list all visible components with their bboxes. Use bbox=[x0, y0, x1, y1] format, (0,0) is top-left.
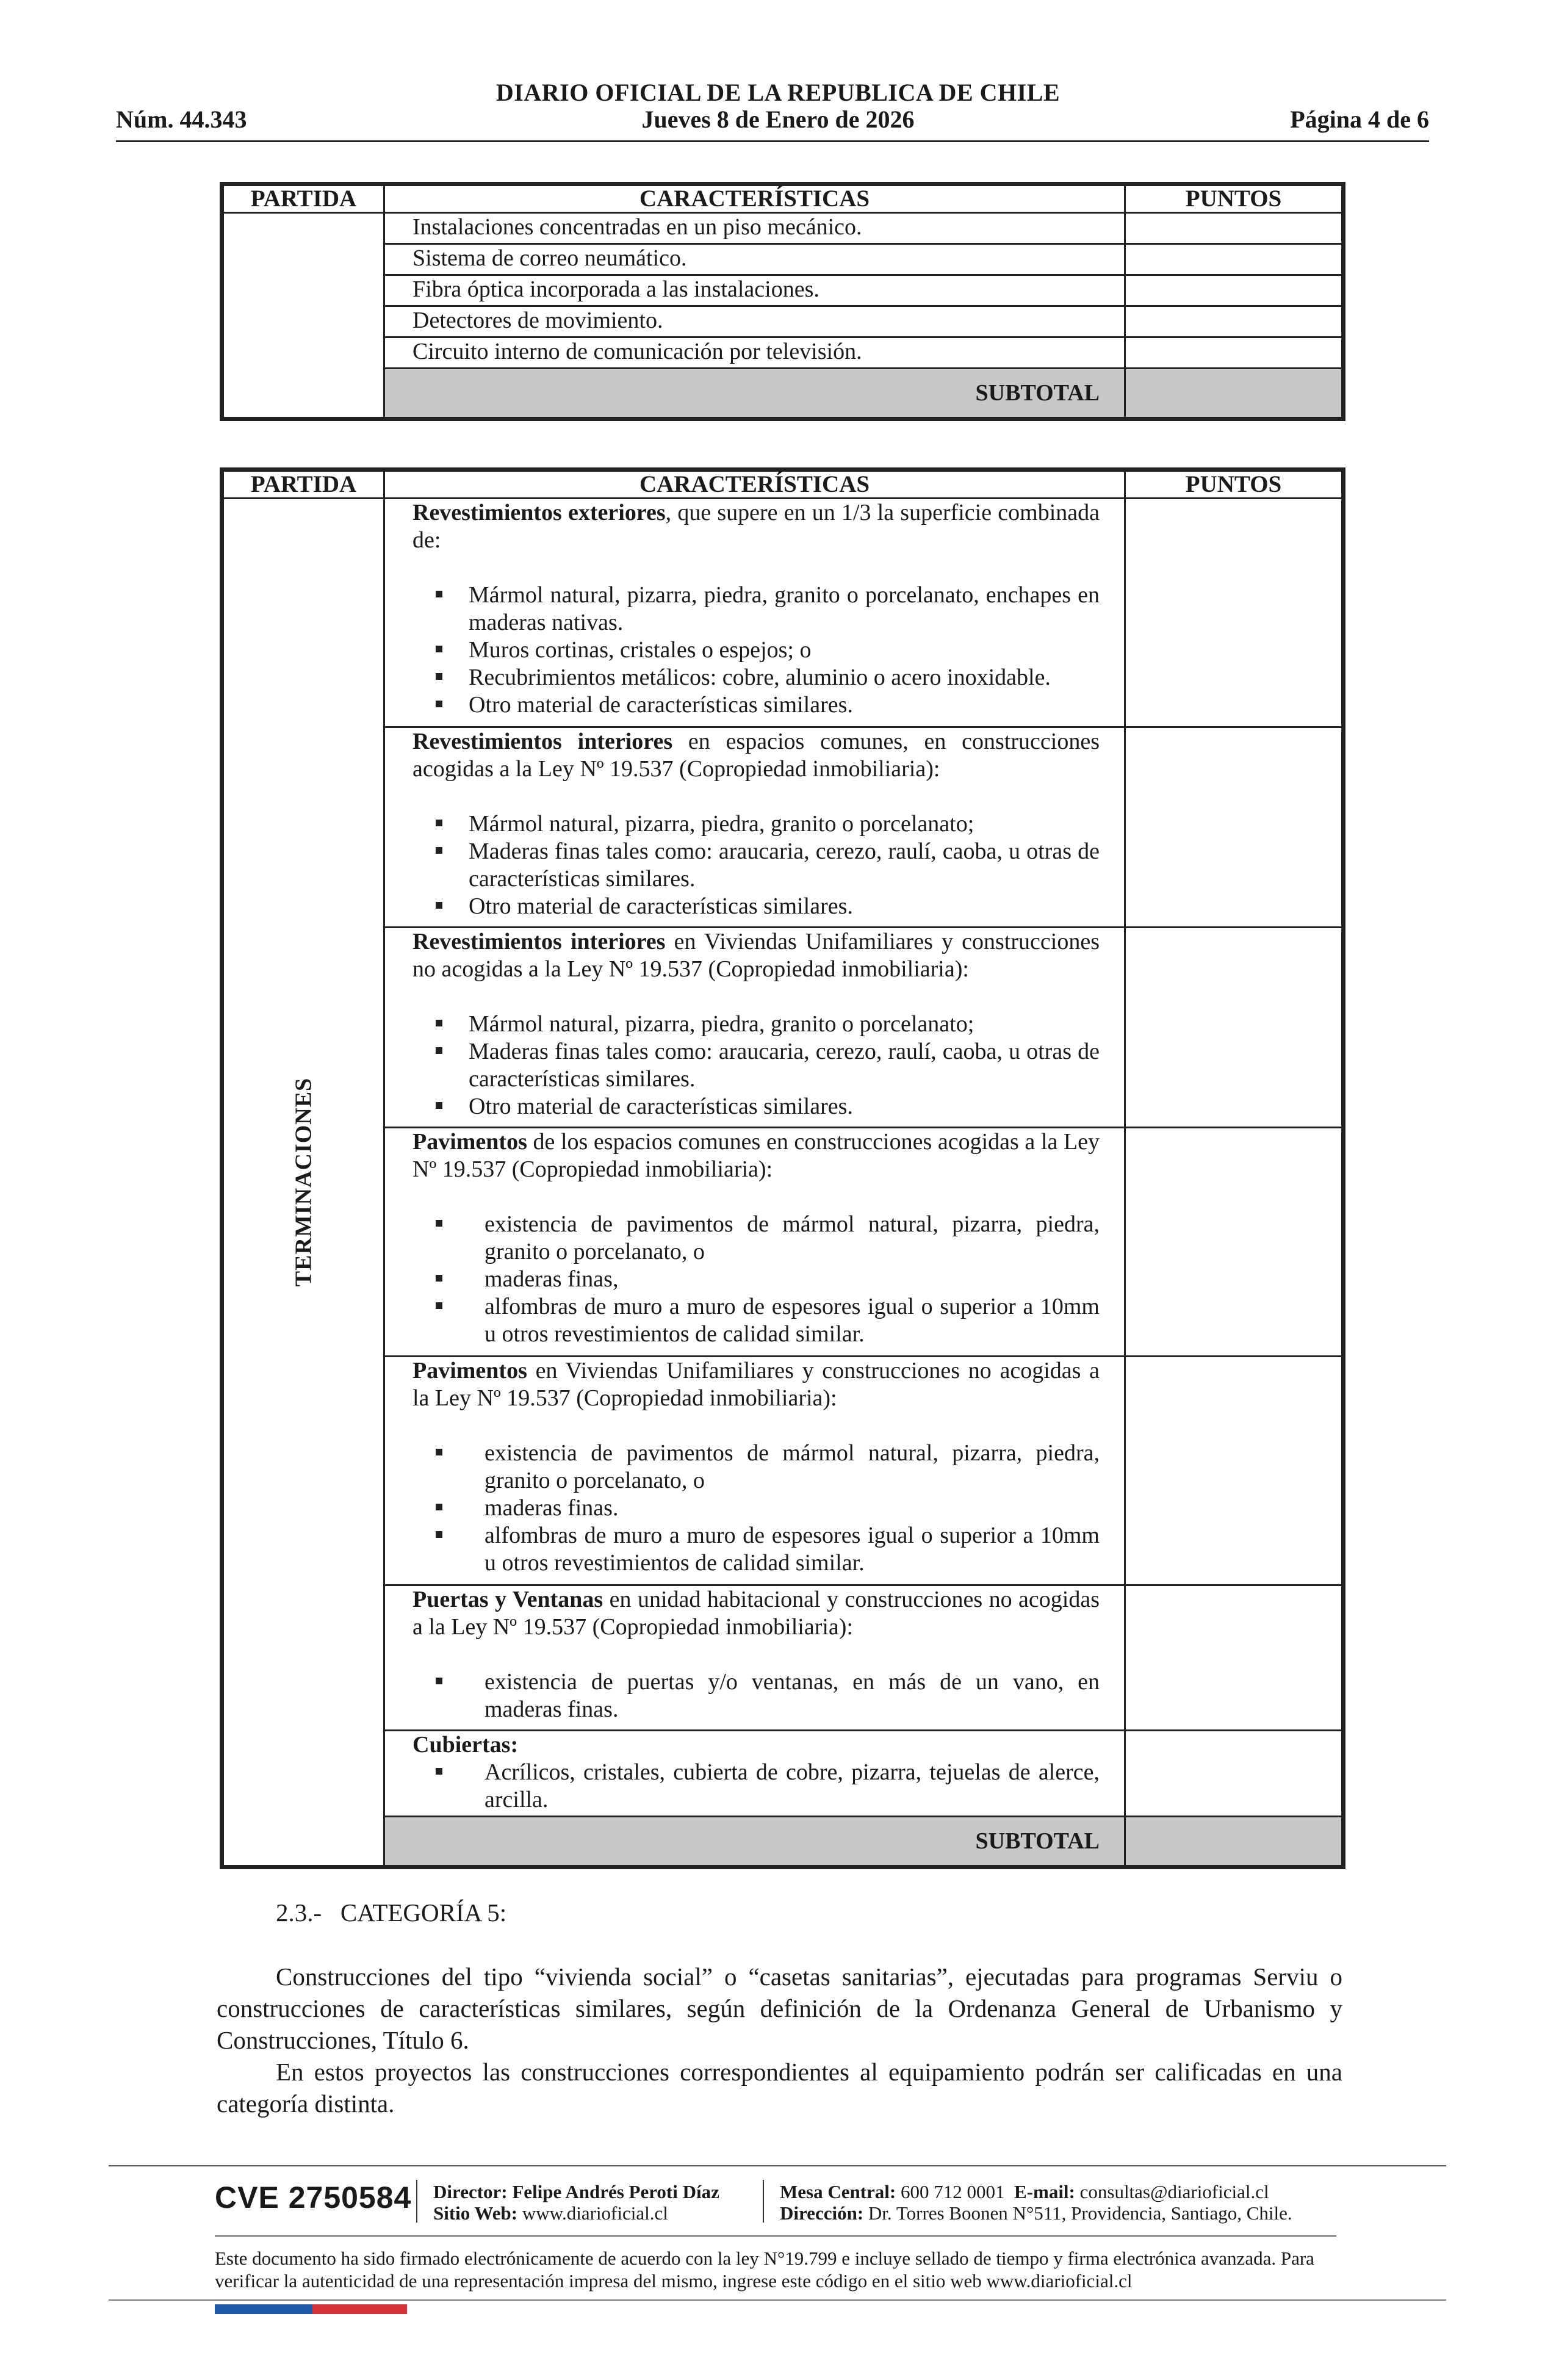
table-row: Detectores de movimiento. bbox=[384, 306, 1125, 337]
address-value: Dr. Torres Boonen N°511, Providencia, Santiago, Chile. bbox=[868, 2202, 1292, 2224]
list-item: existencia de pavimentos de mármol natural, pizarra, piedra, granito o porcelanato, o bbox=[412, 1211, 1100, 1266]
puntos-cell bbox=[1125, 499, 1344, 727]
list-item: Acrílicos, cristales, cubierta de cobre, pizarra, tejuelas de alerce, arcilla. bbox=[412, 1759, 1100, 1814]
table-row: Instalaciones concentradas en un piso mecánico. bbox=[384, 213, 1125, 244]
col-header-caracteristicas: CARACTERÍSTICAS bbox=[384, 470, 1125, 499]
list-item: Maderas finas tales como: araucaria, cerezo, raulí, caoba, u otras de características similares. bbox=[412, 838, 1100, 893]
puntos-cell bbox=[1125, 213, 1344, 244]
list-item: maderas finas. bbox=[412, 1495, 1100, 1522]
block-intro: en espacios comunes, en construcciones acogidas a la Ley Nº 19.537 (Copropiedad inmobiliaria): bbox=[412, 729, 1100, 782]
website-label: Sitio Web: bbox=[433, 2202, 518, 2224]
footer-divider bbox=[109, 2165, 1446, 2166]
flag-stripe-blue bbox=[215, 2304, 312, 2314]
block-revestimientos-interiores-viviendas bbox=[384, 928, 1125, 1128]
col-header-partida: PARTIDA bbox=[222, 470, 384, 499]
block-intro: , que supere en un 1/3 la superficie combinada de: bbox=[412, 500, 1100, 553]
section-paragraph-1: Construcciones del tipo “vivienda social” o “casetas sanitarias”, ejecutadas para programas Serviu o construcciones de características similares, según definición de la Ordenanza General de Urbanismo y Construcciones, Título 6. bbox=[217, 1963, 1342, 2054]
block-pavimentos-comunes bbox=[384, 1128, 1125, 1357]
puntos-cell bbox=[1125, 275, 1344, 306]
issue-number: Núm. 44.343 bbox=[116, 106, 247, 133]
mesa-phone: 600 712 0001 bbox=[901, 2181, 1005, 2202]
issue-date: Jueves 8 de Enero de 2026 bbox=[641, 106, 915, 133]
puntos-cell bbox=[1125, 337, 1344, 369]
page-indicator: Página 4 de 6 bbox=[1290, 106, 1429, 133]
puntos-cell bbox=[1125, 306, 1344, 337]
block-intro: en unidad habitacional y construcciones no acogidas a la Ley Nº 19.537 (Copropiedad inmobiliaria): bbox=[412, 1587, 1100, 1640]
footer-divider bbox=[215, 2235, 1336, 2237]
partida-cell bbox=[222, 499, 384, 1867]
partida-cell bbox=[222, 213, 384, 419]
director-name: Felipe Andrés Peroti Díaz bbox=[512, 2181, 719, 2202]
list-item: Mármol natural, pizarra, piedra, granito o porcelanato, enchapes en maderas nativas. bbox=[412, 582, 1100, 636]
col-header-puntos: PUNTOS bbox=[1125, 184, 1344, 213]
col-header-caracteristicas: CARACTERÍSTICAS bbox=[384, 184, 1125, 213]
mesa-label: Mesa Central: bbox=[780, 2181, 896, 2202]
list-item: maderas finas, bbox=[412, 1266, 1100, 1293]
block-cubiertas bbox=[384, 1731, 1125, 1817]
email-link[interactable]: consultas@diarioficial.cl bbox=[1079, 2181, 1269, 2202]
puntos-cell bbox=[1125, 1731, 1344, 1817]
table-terminaciones bbox=[220, 467, 1345, 1869]
footer-divider bbox=[109, 2299, 1446, 2301]
block-intro: en Viviendas Unifamiliares y construcciones no acogidas a la Ley Nº 19.537 (Copropiedad inmobiliaria): bbox=[412, 1358, 1100, 1411]
table-row: Fibra óptica incorporada a las instalaciones. bbox=[384, 275, 1125, 306]
list-item: existencia de puertas y/o ventanas, en más de un vano, en maderas finas. bbox=[412, 1668, 1100, 1723]
col-header-puntos: PUNTOS bbox=[1125, 470, 1344, 499]
block-title: Revestimientos exteriores bbox=[412, 500, 666, 525]
block-title: Revestimientos interiores bbox=[412, 929, 666, 954]
section-heading: 2.3.- CATEGORÍA 5: bbox=[276, 1899, 507, 1927]
block-title: Cubiertas: bbox=[412, 1732, 519, 1758]
email-label: E-mail: bbox=[1014, 2181, 1075, 2202]
puntos-cell bbox=[1125, 928, 1344, 1128]
list-item: Recubrimientos metálicos: cobre, aluminio o acero inoxidable. bbox=[412, 664, 1100, 691]
partida-label: TERMINACIONES bbox=[290, 1077, 316, 1287]
director-label: Director: bbox=[433, 2181, 508, 2202]
block-intro: en Viviendas Unifamiliares y construcciones no acogidas a la Ley Nº 19.537 (Copropiedad inmobiliaria): bbox=[412, 929, 1100, 982]
subtotal-label: SUBTOTAL bbox=[384, 1817, 1125, 1867]
table-continuation bbox=[220, 182, 1345, 421]
website-line bbox=[433, 2202, 668, 2224]
footer-separator bbox=[763, 2180, 764, 2223]
puntos-cell bbox=[1125, 244, 1344, 275]
block-intro: de los espacios comunes en construcciones acogidas a la Ley Nº 19.537 (Copropiedad inmobiliaria): bbox=[412, 1129, 1100, 1182]
puntos-cell bbox=[1125, 727, 1344, 928]
list-item: Mármol natural, pizarra, piedra, granito o porcelanato; bbox=[412, 1011, 1100, 1038]
table-row: Circuito interno de comunicación por televisión. bbox=[384, 337, 1125, 369]
block-revestimientos-exteriores bbox=[384, 499, 1125, 727]
address-line bbox=[780, 2202, 1292, 2224]
flag-stripe-red bbox=[312, 2304, 407, 2314]
list-item: Mármol natural, pizarra, piedra, granito o porcelanato; bbox=[412, 810, 1100, 838]
list-item: alfombras de muro a muro de espesores igual o superior a 10mm u otros revestimientos de calidad similar. bbox=[412, 1293, 1100, 1348]
journal-title: DIARIO OFICIAL DE LA REPUBLICA DE CHILE bbox=[495, 79, 1061, 106]
footer-separator bbox=[416, 2180, 417, 2223]
cve-code: CVE 2750584 bbox=[215, 2180, 412, 2215]
block-revestimientos-interiores-comunes bbox=[384, 727, 1125, 928]
header-divider bbox=[116, 140, 1429, 142]
table-row: Sistema de correo neumático. bbox=[384, 244, 1125, 275]
block-title: Pavimentos bbox=[412, 1358, 527, 1383]
block-title: Pavimentos bbox=[412, 1129, 527, 1155]
website-link[interactable]: www.diarioficial.cl bbox=[522, 2202, 668, 2224]
list-item: alfombras de muro a muro de espesores igual o superior a 10mm u otros revestimientos de calidad similar. bbox=[412, 1522, 1100, 1577]
legal-notice: Este documento ha sido firmado electrónicamente de acuerdo con la ley N°19.799 e incluye sellado de tiempo y firma electrónica avanzada. Para verificar la autenticidad de una representación impresa del mismo, ingrese este código en el sitio web www.diarioficial.cl bbox=[215, 2248, 1314, 2292]
puntos-cell bbox=[1125, 1585, 1344, 1731]
subtotal-value bbox=[1125, 1817, 1344, 1867]
contact-line bbox=[780, 2180, 1269, 2203]
list-item: existencia de pavimentos de mármol natural, pizarra, piedra, granito o porcelanato, o bbox=[412, 1440, 1100, 1495]
list-item: Otro material de características similares. bbox=[412, 1093, 1100, 1120]
col-header-partida: PARTIDA bbox=[222, 184, 384, 213]
director-line bbox=[433, 2180, 719, 2203]
list-item: Otro material de características similares. bbox=[412, 893, 1100, 920]
block-pavimentos-viviendas bbox=[384, 1357, 1125, 1585]
list-item: Muros cortinas, cristales o espejos; o bbox=[412, 636, 1100, 664]
section-paragraph-2: En estos proyectos las construcciones correspondientes al equipamiento podrán ser calificadas en una categoría distinta. bbox=[217, 2058, 1342, 2118]
block-title: Puertas y Ventanas bbox=[412, 1587, 603, 1612]
block-title: Revestimientos interiores bbox=[412, 729, 673, 754]
block-puertas-ventanas bbox=[384, 1585, 1125, 1731]
subtotal-label: SUBTOTAL bbox=[384, 369, 1125, 419]
puntos-cell bbox=[1125, 1128, 1344, 1357]
puntos-cell bbox=[1125, 1357, 1344, 1585]
list-item: Maderas finas tales como: araucaria, cerezo, raulí, caoba, u otras de características similares. bbox=[412, 1038, 1100, 1093]
subtotal-value bbox=[1125, 369, 1344, 419]
address-label: Dirección: bbox=[780, 2202, 864, 2224]
list-item: Otro material de características similares. bbox=[412, 691, 1100, 719]
